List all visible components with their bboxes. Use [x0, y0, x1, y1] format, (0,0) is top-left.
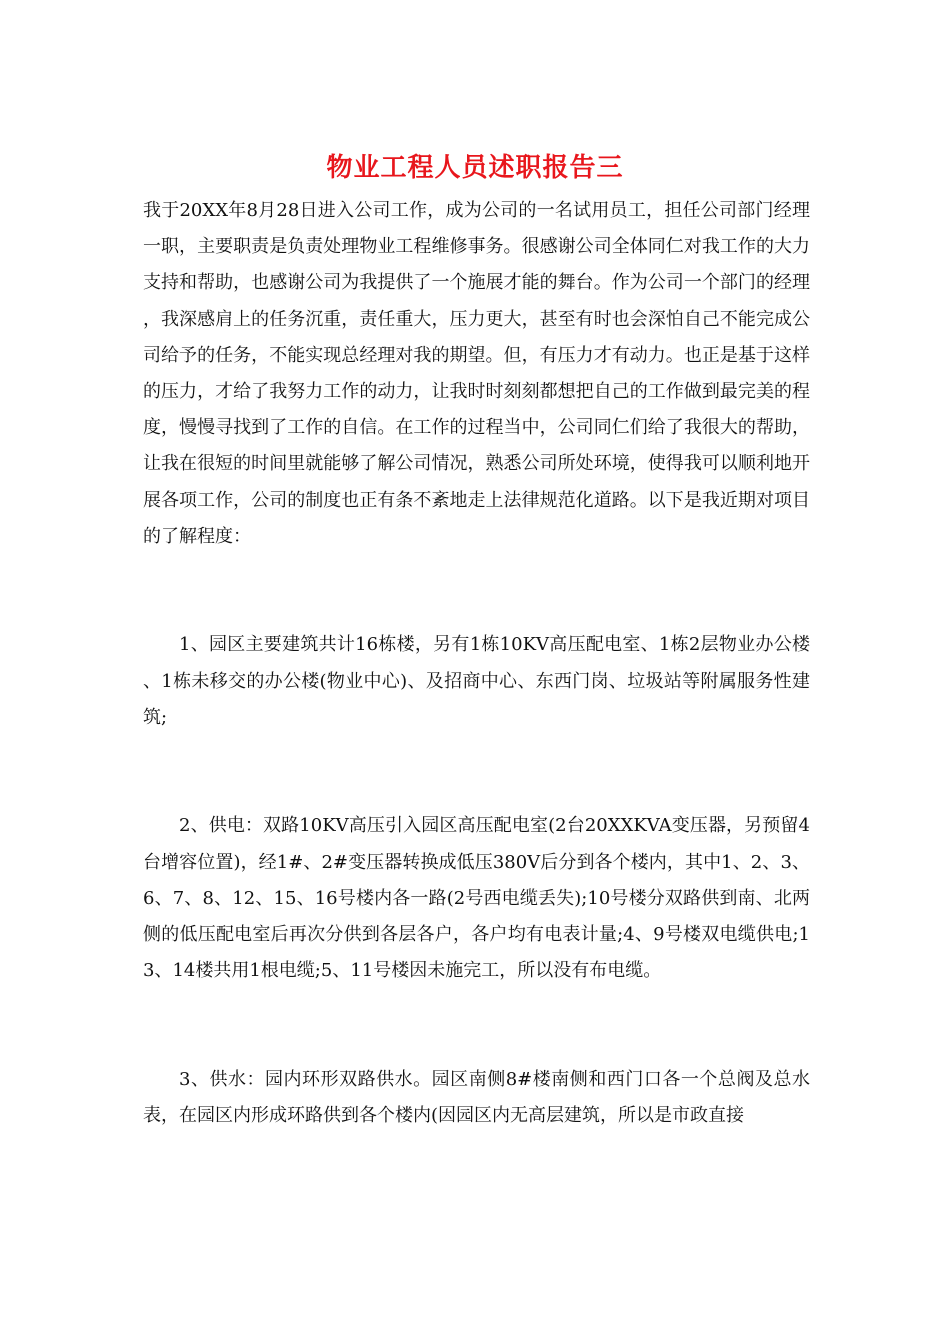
document-title: 物业工程人员述职报告三 [326, 153, 624, 183]
item-2-power-supply-paragraph: 2、供电：双路10KV高压引入园区高压配电室(2台20XXKVA变压器，另预留4台增容位置)，经1#、2#变压器转换成低压380V后分到各个楼内，其中1、2、3、6、7、8、12、15、16号楼内各一路(2号西电缆丢失);10号楼分双路供到南、北两侧的低压配电室后再次分供到各层各户，各户均有电表计量;4、9号楼双电缆供电;13、14楼共用1根电缆;5、11号楼因未施完工，所以没有布电缆。 [143, 815, 810, 982]
item-1-buildings-paragraph: 1、园区主要建筑共计16栋楼，另有1栋10KV高压配电室、1栋2层物业办公楼、1栋未移交的办公楼(物业中心)、及招商中心、东西门岗、垃圾站等附属服务性建筑; [143, 634, 810, 728]
intro-paragraph: 我于20XX年8月28日进入公司工作，成为公司的一名试用员工，担任公司部门经理一职，主要职责是负责处理物业工程维修事务。很感谢公司全体同仁对我工作的大力支持和帮助，也感谢公司为我提供了一个施展才能的舞台。作为公司一个部门的经理，我深感肩上的任务沉重，责任重大，压力更大，甚至有时也会深怕自己不能完成公司给予的任务，不能实现总经理对我的期望。但，有压力才有动力。也正是基于这样的压力，才给了我努力工作的动力，让我时时刻刻都想把自己的工作做到最完美的程度，慢慢寻找到了工作的自信。在工作的过程当中，公司同仁们给了我很大的帮助，让我在很短的时间里就能够了解公司情况，熟悉公司所处环境，使得我可以顺利地开展各项工作，公司的制度也正有条不紊地走上法律规范化道路。以下是我近期对项目的了解程度： [143, 200, 810, 547]
document-body [143, 193, 810, 1134]
item-3-water-supply-paragraph: 3、供水：园内环形双路供水。园区南侧8#楼南侧和西门口各一个总阀及总水表，在园区内形成环路供到各个楼内(因园区内无高层建筑，所以是市政直接 [143, 1068, 810, 1127]
